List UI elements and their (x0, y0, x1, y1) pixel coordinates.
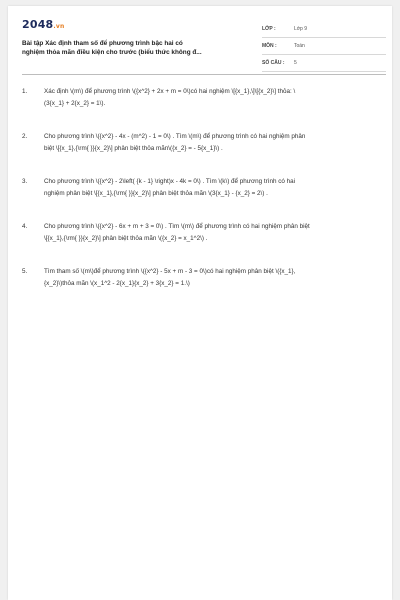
question-number: 2. (22, 133, 28, 140)
question-list (22, 86, 386, 311)
meta-subject-value: Toán (294, 43, 305, 49)
meta-class-row (262, 22, 386, 38)
worksheet-title-line2: nghiệm thỏa mãn điều kiện cho trước (biểu thức không đ... (22, 49, 202, 56)
question-item (22, 176, 386, 200)
question-number: 3. (22, 178, 28, 185)
question-text-line1: Xác định \(m\) để phương trình \({x^2} + 2x + m = 0\)có hai nghiệm \[{x_1},\]\[{x_2}\] thỏa: \ (44, 88, 296, 95)
question-text-line2: nghiệm phân biệt \[{x_1},{\rm{ }}{x_2}\] phân biệt thỏa mãn \(3{x_1} - {x_2} = 2\) . (44, 190, 268, 197)
meta-class-value: Lớp 9 (294, 26, 308, 32)
site-logo[interactable] (22, 18, 64, 31)
question-number: 1. (22, 88, 28, 95)
question-item (22, 131, 386, 155)
question-text-line1: Cho phương trình \({x^2} - 6x + m + 3 = 0\) . Tìm \(m\) để phương trình có hai nghiệm phân biệt (44, 223, 310, 230)
worksheet-title (22, 39, 240, 57)
question-text-line2: biệt \[{x_1},{\rm{ }}{x_2}\] phân biệt thỏa mãn\({x_2} = - 5{x_1}\) . (44, 145, 223, 152)
question-number: 5. (22, 268, 28, 275)
question-text-line1: Cho phương trình \({x^2} - 4x - (m^2) - 1 = 0\) . Tìm \(m\) để phương trình có hai nghiệm phân (44, 133, 306, 140)
logo-main: 2048 (22, 18, 54, 31)
meta-count-value: 5 (294, 60, 297, 66)
question-text-line2: \[{x_1},{\rm{ }}{x_2}\] phân biệt thỏa mãn \({x_2} = x_1^2\) . (44, 235, 208, 242)
meta-count-label: SỐ CÂU : (262, 60, 285, 66)
question-text-line1: Tìm tham số \(m\)để phương trình \({x^2} - 5x + m - 3 = 0\)có hai nghiệm phân biệt \({x_1}, (44, 268, 296, 275)
worksheet-title-line1: Bài tập Xác định tham số để phương trình bậc hai có (22, 40, 183, 47)
meta-subject-label: MÔN : (262, 43, 277, 49)
meta-class-label: LỚP : (262, 26, 276, 32)
header-divider (22, 74, 386, 75)
question-text-line1: Cho phương trình \({x^2} - 2\left( {k - 1} \right)x - 4k = 0\) . Tìm \(k\) để phương trình có hai (44, 178, 296, 185)
worksheet-header (22, 18, 386, 66)
question-text-line2: (3{x_1} + 2{x_2} = 1\). (44, 100, 106, 107)
question-item (22, 266, 386, 290)
question-number: 4. (22, 223, 28, 230)
worksheet-page (8, 6, 392, 600)
question-item (22, 221, 386, 245)
question-item (22, 86, 386, 110)
worksheet-meta (262, 22, 386, 73)
meta-count-row (262, 56, 386, 72)
logo-suffix: .vn (53, 23, 65, 30)
question-text-line2: {x_2}\)thỏa mãn \(x_1^2 - 2{x_1}{x_2} + 3{x_2} = 1.\) (44, 280, 190, 287)
meta-subject-row (262, 39, 386, 55)
